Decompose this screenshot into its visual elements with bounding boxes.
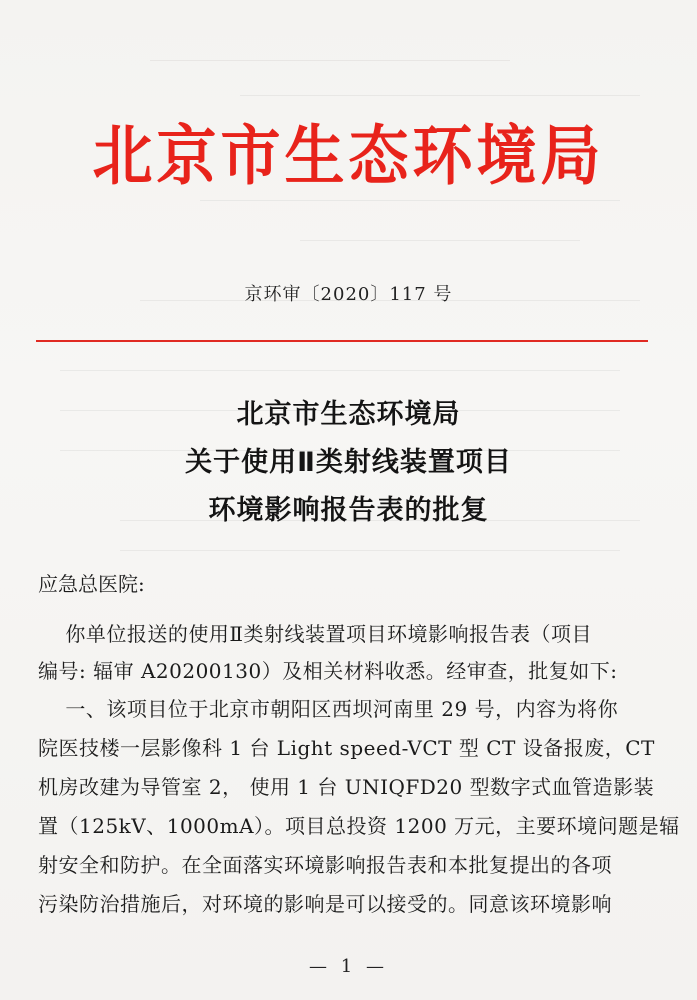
subject-line-1: 北京市生态环境局 — [236, 399, 461, 430]
body-line: 置（125kV、1000mA）。项目总投资 1200 万元，主要环境问题是辐 — [38, 814, 680, 838]
document-number: 京环审〔2020〕117 号 — [244, 284, 453, 305]
body-line: 机房改建为导管室 2， 使用 1 台 UNIQFD20 型数字式血管造影装 — [38, 775, 655, 799]
body-line: 污染防治措施后，对环境的影响是可以接受的。同意该环境影响 — [38, 892, 612, 916]
body-line: 编号: 辐审 A20200130）及相关材料收悉。经审查，批复如下: — [38, 659, 618, 683]
body-line: 你单位报送的使用Ⅱ类射线装置项目环境影响报告表（项目 — [38, 622, 593, 646]
body-line: 院医技楼一层影像科 1 台 Light speed-VCT 型 CT 设备报废，CT — [38, 736, 655, 760]
salutation: 应急总医院: — [38, 572, 145, 596]
red-divider-line — [36, 340, 648, 342]
subject-line-2: 关于使用Ⅱ类射线装置项目 — [185, 447, 512, 478]
subject-line-3: 环境影响报告表的批复 — [208, 495, 489, 526]
body-line: 一、该项目位于北京市朝阳区西坝河南里 29 号，内容为将你 — [38, 697, 619, 721]
letterhead-title: 北京市生态环境局 — [92, 118, 605, 195]
body-line: 射安全和防护。在全面落实环境影响报告表和本批复提出的各项 — [38, 853, 612, 877]
page-number: — 1 — — [309, 956, 388, 977]
